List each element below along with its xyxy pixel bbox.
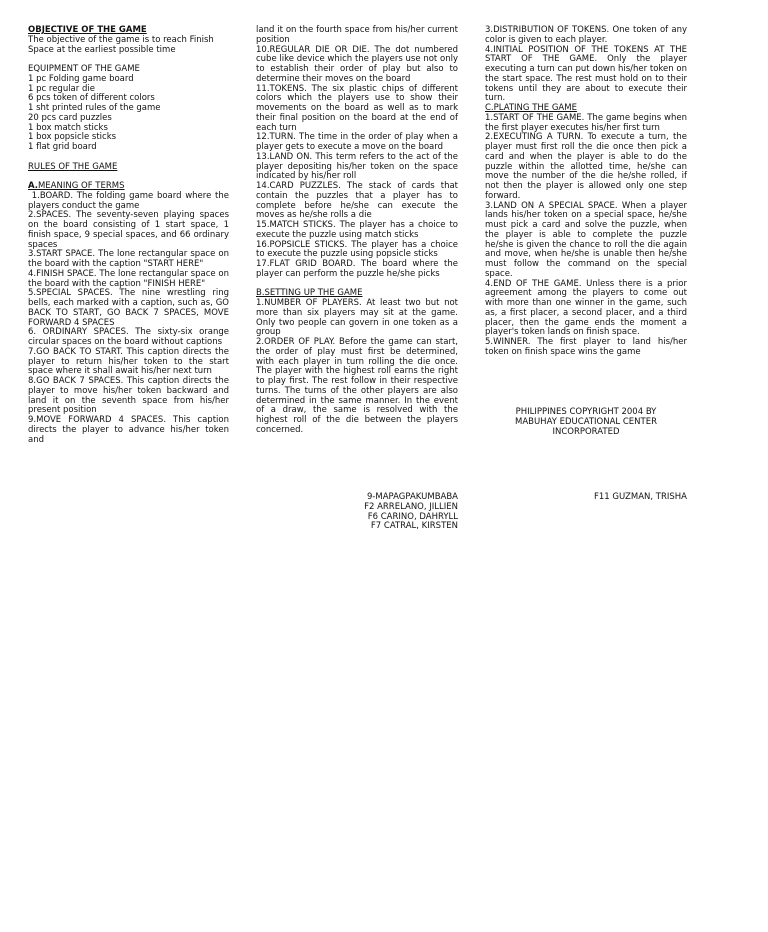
column-3: [485, 26, 687, 358]
equipment-heading: EQUIPMENT OF THE GAME: [28, 64, 140, 74]
term-paragraph: 3.START SPACE. The lone rectangular space on the board with the caption "START HERE": [28, 249, 229, 269]
credit-line: F7 CATRAL, KIRSTEN: [370, 521, 458, 532]
credit-line: F6 CARINO, DAHRYLL: [367, 511, 458, 522]
setup-paragraph: 3.DISTRIBUTION OF TOKENS. One token of any color is given to each player.: [485, 25, 687, 45]
equipment-item: 1 pc Folding game board: [28, 73, 134, 84]
term-paragraph: 4.FINISH SPACE. The lone rectangular space on the board with the caption "FINISH HERE": [28, 268, 229, 289]
term-paragraph: 6. ORDINARY SPACES. The sixty-six orange circular spaces on the board without captions: [28, 327, 229, 347]
equipment-item: 20 pcs card puzzles: [28, 112, 112, 123]
objective-heading: OBJECTIVE OF THE GAME: [28, 25, 147, 35]
equipment-item: 1 pc regular die: [28, 83, 95, 94]
column-1: [28, 25, 232, 445]
term-paragraph: 1.BOARD. The folding game board where the players conduct the game: [28, 190, 232, 211]
credit-line: 9-MAPAGPAKUMBABA: [366, 492, 458, 502]
column-2: [256, 26, 458, 436]
playing-paragraph: 4.END OF THE GAME. Unless there is a prior agreement among the players to come out with more than one winner in the game, such as, a first placer, a second placer, and a third placer, then the game ends the moment a player's token lands on finish space.: [485, 278, 687, 338]
term-paragraph: 15.MATCH STICKS. The player has a choice to execute the puzzle using match sticks: [256, 220, 458, 240]
term-paragraph: 2.SPACES. The seventy-seven playing spaces on the board consisting of 1 start space, 1 finish space, 9 special spaces, and 66 ordinary spaces: [28, 210, 229, 250]
credit-line: F11 GUZMAN, TRISHA: [593, 492, 687, 502]
term-paragraph: 12.TURN. The time in the order of play when a player gets to execute a move on the board: [256, 132, 458, 152]
copyright-line: MABUHAY EDUCATIONAL CENTER: [514, 416, 657, 427]
playing-paragraph: 3.LAND ON A SPECIAL SPACE. When a player lands his/her token on a special space, he/she must pick a card and solve the puzzle, when the player is able to complete the puzzle he/she is given the chance to roll the die again and move, when he/she is unable then he/she must follow the command on the special space.: [485, 200, 687, 279]
equipment-item: 1 sht printed rules of the game: [28, 103, 161, 113]
credits-block: [330, 493, 458, 532]
term-paragraph: land it on the fourth space from his/her current position: [256, 25, 458, 45]
setup-paragraph: 1.NUMBER OF PLAYERS. At least two but not more than six players may sit at the game. Only two people can govern in one token as a group: [256, 298, 458, 338]
section-a-title: MEANING OF TERMS: [37, 181, 125, 191]
equipment-item: 1 box popsicle sticks: [28, 132, 117, 143]
section-b-heading: B.SETTING UP THE GAME: [256, 288, 363, 299]
setup-paragraph: 4.INITIAL POSITION OF THE TOKENS AT THE START OF THE GAME. Only the player executing a turn can put down his/her token on the start space. The rest must hold on to their tokens until they are about to execute their turn.: [485, 44, 687, 104]
equipment-item: 1 box match sticks: [28, 122, 108, 133]
term-paragraph: 17.FLAT GRID BOARD. The board where the player can perform the puzzle he/she picks: [256, 259, 458, 279]
setup-paragraph: 2.ORDER OF PLAY. Before the game can start, the order of play must first be determined, with each player in turn rolling the die once. The player with the highest roll earns the right to play first. The rest follow in their respective turns. The turns of the other players are also determined in the same manner. In the event of a draw, the same is resolved with the highest roll of the die between the players concerned.: [256, 337, 458, 435]
equipment-item: 1 flat grid board: [28, 142, 97, 152]
term-paragraph: 10.REGULAR DIE OR DIE. The dot numbered cube like device which the players use not only to establish their order of play but also to determine their moves on the board: [256, 44, 458, 84]
term-paragraph: 7.GO BACK TO START. This caption directs the player to return his/her token to the start space where it shall await his/her next turn: [28, 346, 229, 377]
playing-paragraph: 1.START OF THE GAME. The game begins when the first player executes his/her first turn: [485, 112, 687, 133]
term-paragraph: 8.GO BACK 7 SPACES. This caption directs the player to move his/her token backward and land it on the seventh space from his/her present position: [28, 376, 229, 416]
rules-heading: RULES OF THE GAME: [28, 161, 118, 172]
copyright-line: PHILIPPINES COPYRIGHT 2004 BY: [515, 407, 657, 417]
section-a-letter: A.: [28, 181, 38, 191]
credit-line: F2 ARRELANO, JILLIEN: [364, 501, 458, 512]
equipment-item: 6 pcs token of different colors: [28, 93, 155, 104]
term-paragraph: 9.MOVE FORWARD 4 SPACES. This caption directs the player to advance his/her token and: [28, 415, 229, 445]
copyright-notice: [485, 408, 687, 437]
playing-paragraph: 5.WINNER. The first player to land his/her token on finish space wins the game: [485, 337, 687, 357]
objective-text: The objective of the game is to reach Finish Space at the earliest possible time: [28, 34, 214, 55]
term-paragraph: 14.CARD PUZZLES. The stack of cards that contain the puzzles that a player has to complete before he/she can execute the moves as he/she rolls a die: [256, 181, 458, 221]
term-paragraph: 16.POPSICLE STICKS. The player has a choice to execute the puzzle using popsicle sticks: [256, 239, 458, 260]
term-paragraph: 5.SPECIAL SPACES. The nine wrestling ring bells, each marked with a caption, such as, GO BACK TO START, GO BACK 7 SPACES, MOVE FORWARD 4 SPACES: [28, 288, 229, 328]
term-paragraph: 13.LAND ON. This term refers to the act of the player depositing his/her token on the space indicated by his/her roll: [256, 151, 458, 182]
term-paragraph: 11.TOKENS. The six plastic chips of different colors which the players use to show their movements on the board as well as to mark their final position on the board at the end of each turn: [256, 83, 458, 133]
section-c-heading: C.PLATING THE GAME: [485, 103, 577, 113]
copyright-line: INCORPORATED: [552, 426, 620, 437]
playing-paragraph: 2.EXECUTING A TURN. To execute a turn, the player must first roll the die once then pick a card and when the player is able to do the puzzle within the allotted time, he/she can move the number of the die he/she rolled, if not then the player is allowed only one step forward.: [485, 132, 687, 201]
